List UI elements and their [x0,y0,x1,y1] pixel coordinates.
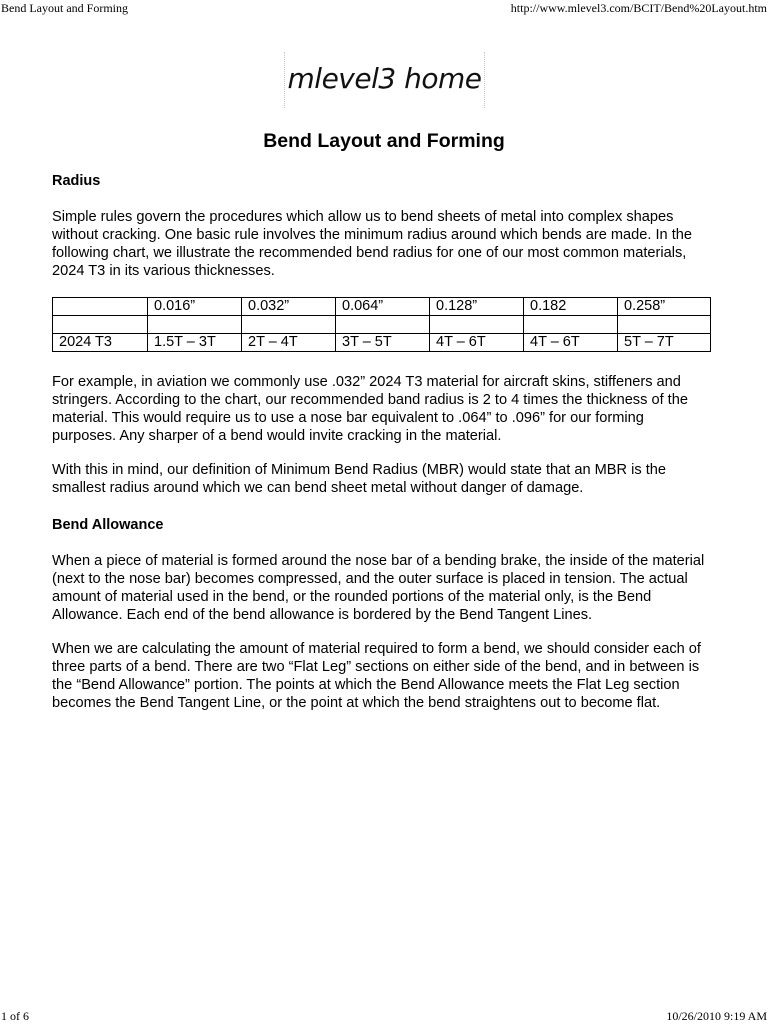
table-cell [242,316,336,334]
table-cell: 0.258” [618,298,711,316]
table-cell: 2024 T3 [53,334,148,352]
print-footer-timestamp: 10/26/2010 9:19 AM [666,1009,767,1023]
bend-allowance-paragraph-2: When we are calculating the amount of material required to form a bend, we should consider each of three parts of a bend. There are two “Flat Leg” sections on either side of the bend, and in between is the “Bend Allowance” portion. The points at which the Bend Allowance meets the Flat Leg section becomes the Bend Tangent Line, or the point at which the bend straightens out to become flat. [52,641,701,711]
table-cell [148,316,242,334]
table-cell: 3T – 5T [336,334,430,352]
table-cell: 5T – 7T [618,334,711,352]
table-cell [53,298,148,316]
logo-text: mlevel3 home [287,62,482,95]
table-cell: 0.064” [336,298,430,316]
table-cell [618,316,711,334]
table-cell [336,316,430,334]
table-cell: 0.016” [148,298,242,316]
table-cell: 4T – 6T [430,334,524,352]
bend-allowance-paragraph-1: When a piece of material is formed around the nose bar of a bending brake, the inside of the material (next to the nose bar) becomes compressed, and the outer surface is placed in tension. The actual amount of material used in the bend, or the rounded portions of the material only, is the Bend Allowance. Each end of the bend allowance is bordered by the Bend Tangent Lines. [52,553,705,623]
table-cell: 4T – 6T [524,334,618,352]
table-header-row [53,298,711,316]
table-row [53,334,711,352]
print-header-title: Bend Layout and Forming [1,1,128,15]
table-cell: 0.128” [430,298,524,316]
page-title: Bend Layout and Forming [263,130,505,152]
table-cell [430,316,524,334]
table-cell: 0.032” [242,298,336,316]
radius-paragraph-3: With this in mind, our definition of Minimum Bend Radius (MBR) would state that an MBR is the smallest radius around which we can bend sheet metal without danger of damage. [52,462,666,496]
radius-paragraph-1: Simple rules govern the procedures which allow us to bend sheets of metal into complex shapes without cracking. One basic rule involves the minimum radius around which bends are made. In the following chart, we illustrate the recommended bend radius for one of our most common materials, 2024 T3 in its various thicknesses. [52,209,693,279]
logo-link[interactable] [284,52,485,108]
bend-radius-table [52,297,711,352]
print-header-url: http://www.mlevel3.com/BCIT/Bend%20Layout.htm [510,1,767,15]
bend-allowance-heading: Bend Allowance [52,517,164,533]
print-footer-page: 1 of 6 [1,1009,29,1023]
table-row [53,316,711,334]
table-cell: 2T – 4T [242,334,336,352]
table-cell: 1.5T – 3T [148,334,242,352]
table-cell [53,316,148,334]
radius-paragraph-2: For example, in aviation we commonly use .032” 2024 T3 material for aircraft skins, stiffeners and stringers. According to the chart, our recommended band radius is 2 to 4 times the thickness of the material. This would require us to use a nose bar equivalent to .064” to .096” for our forming purposes. Any sharper of a bend would invite cracking in the material. [52,374,688,444]
table-cell [524,316,618,334]
radius-heading: Radius [52,173,101,189]
table-cell: 0.182 [524,298,618,316]
